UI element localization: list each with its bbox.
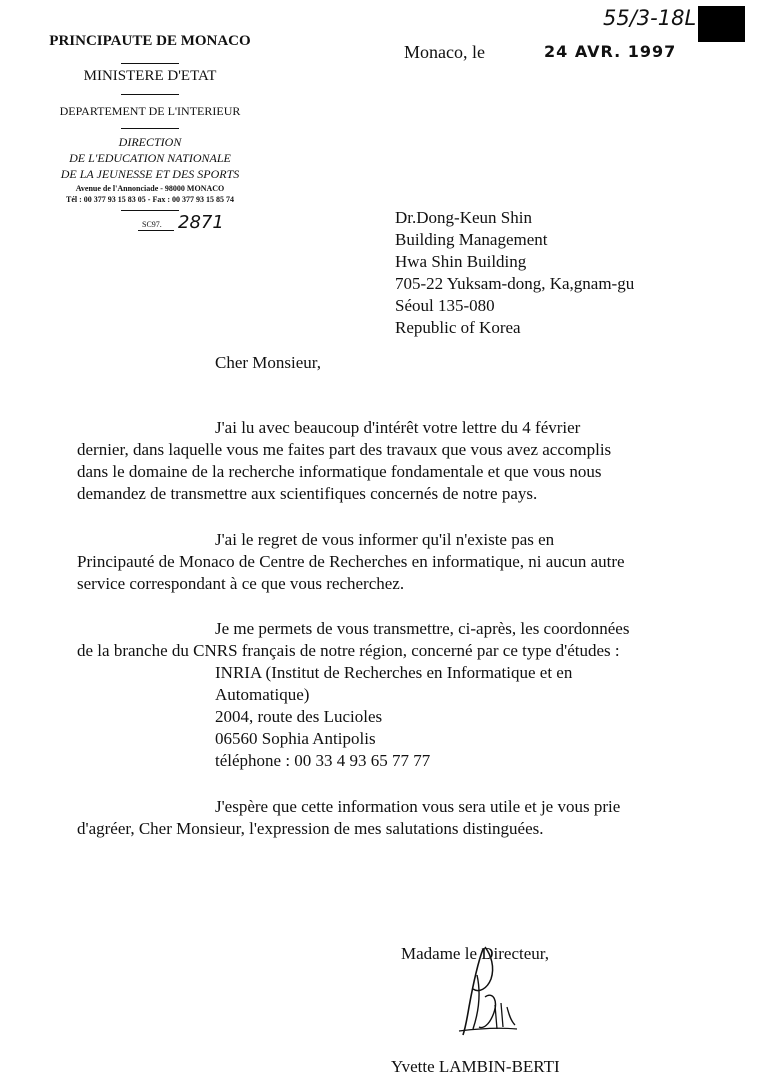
letterhead-direction: DE LA JEUNESSE ET DES SPORTS [60,167,240,181]
closing: Madame le Directeur, [401,944,549,963]
date-stamp: 24 AVR. 1997 [544,42,677,61]
header-divider [121,128,179,129]
body-line: Principauté de Monaco de Centre de Recherches en informatique, ni aucun autre [77,552,625,571]
header-divider [121,63,179,64]
body-line: de la branche du CNRS français de notre région, concerné par ce type d'études : [77,641,620,660]
body-line: demandez de transmettre aux scientifiques concernés de notre pays. [77,484,538,503]
signatory-name: Yvette LAMBIN-BERTI [391,1057,560,1076]
recipient-line: Republic of Korea [395,318,521,337]
body-line: J'ai lu avec beaucoup d'intérêt votre lettre du 4 février [215,418,581,437]
recipient-line: Séoul 135-080 [395,296,495,315]
inria-line: téléphone : 00 33 4 93 65 77 77 [215,751,431,770]
recipient-line: Hwa Shin Building [395,252,527,271]
recipient-line: Dr.Dong-Keun Shin [395,208,532,227]
body-line: service correspondant à ce que vous recherchez. [77,574,405,593]
letterhead-ministry: MINISTERE D'ETAT [83,68,217,84]
body-line: Je me permets de vous transmettre, ci-après, les coordonnées [215,619,630,638]
inria-line: 2004, route des Lucioles [215,707,383,726]
recipient-line: 705-22 Yuksam-dong, Ka,gnam-gu [395,274,635,293]
letterhead-direction: DIRECTION [118,135,182,149]
reference-number: 2871 [178,212,224,233]
body-line: J'ai le regret de vous informer qu'il n'existe pas en [215,530,555,549]
body-line: dernier, dans laquelle vous me faites part des travaux que vous avez accomplis [77,440,612,459]
header-divider [121,210,179,211]
date-prefix: Monaco, le [404,42,485,62]
redaction-block [698,6,745,42]
letterhead-phone-fax: Tél : 00 377 93 15 83 05 - Fax : 00 377 93 15 85 74 [66,195,234,204]
inria-line: 06560 Sophia Antipolis [215,729,376,748]
salutation: Cher Monsieur, [215,353,322,372]
handwritten-signature [455,945,525,1037]
file-annotation: 55/3-18L [603,6,697,30]
body-line: d'agréer, Cher Monsieur, l'expression de mes salutations distinguées. [77,819,544,838]
letterhead-address: Avenue de l'Annonciade - 98000 MONACO [75,184,225,193]
reference-underline [138,230,174,231]
letterhead-direction: DE L'EDUCATION NATIONALE [69,151,231,165]
letterhead-department: DEPARTEMENT DE L'INTERIEUR [59,104,241,118]
letterhead-country: PRINCIPAUTE DE MONACO [49,33,251,49]
inria-line: INRIA (Institut de Recherches en Informatique et en [215,663,573,682]
inria-line: Automatique) [215,685,310,704]
header-divider [121,94,179,95]
body-line: J'espère que cette information vous sera utile et je vous prie [215,797,621,816]
reference-code: SC97. [142,220,162,229]
recipient-line: Building Management [395,230,548,249]
body-line: dans le domaine de la recherche informatique fondamentale et que vous nous [77,462,602,481]
